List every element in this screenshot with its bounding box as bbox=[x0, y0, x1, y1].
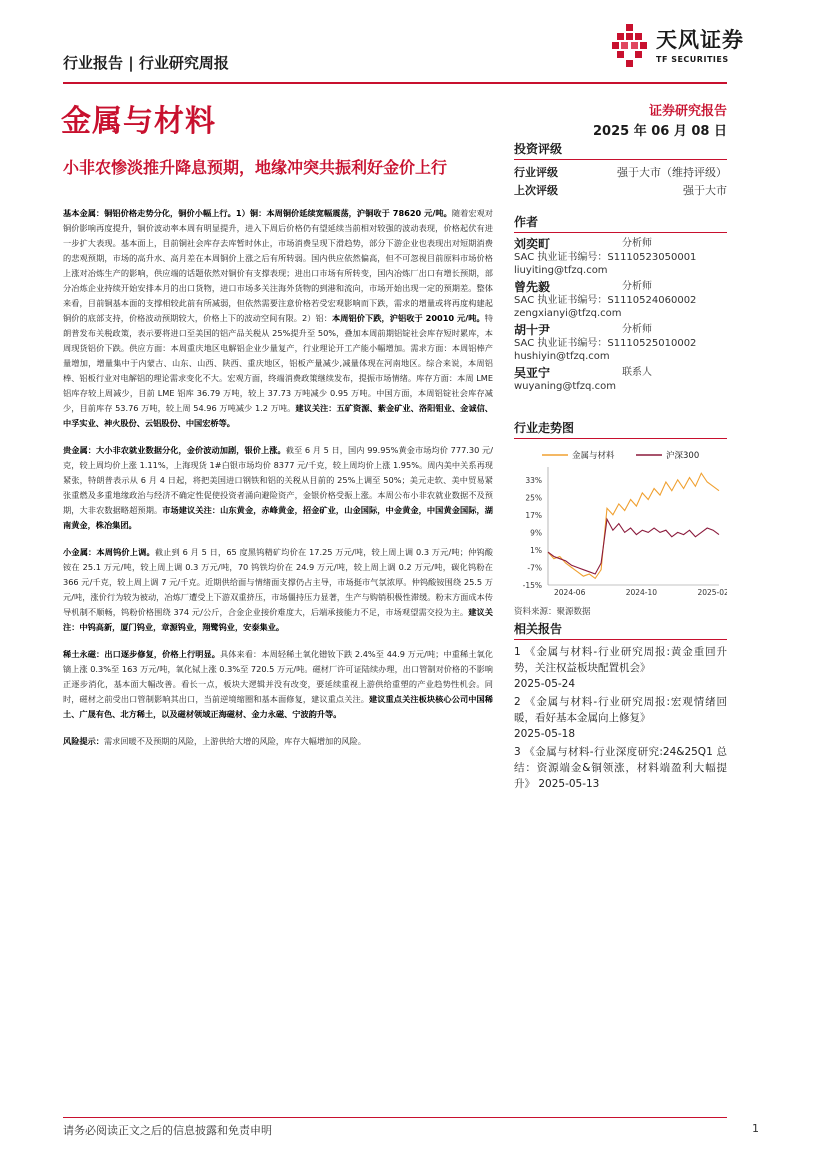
related-report-item[interactable] bbox=[514, 644, 727, 692]
paragraph-base-metals bbox=[63, 206, 493, 431]
authors-heading: 作者 bbox=[514, 213, 727, 233]
y-tick-label: 9% bbox=[530, 528, 542, 538]
footer-divider bbox=[63, 1117, 727, 1118]
paragraph-rare-earth bbox=[63, 647, 493, 722]
author-certificate: SAC 执业证书编号：S1110524060002 bbox=[514, 295, 697, 306]
report-category: 行业报告 | 行业研究周报 bbox=[63, 54, 229, 72]
x-tick-label: 2024-10 bbox=[625, 588, 658, 597]
trend-chart bbox=[514, 443, 727, 603]
company-logo bbox=[608, 22, 758, 72]
rating-heading: 投资评级 bbox=[514, 140, 727, 160]
related-report-title: 3 《金属与材料-行业深度研究:24&25Q1 总结：资源端金&铜领涨，材料端盈利大幅提升》 bbox=[514, 746, 727, 790]
series-line bbox=[548, 519, 719, 574]
paragraph-text: 随着宏观对铜价影响再度提升，铜价波动率本周有明显提升，进入下周后价格仍有望延续当前相对较强的波动表现，价格起伏有进一步扩大表现。基本面上，目前铜社会库存去库暂时休止，市场消费呈现下滑趋势，部分下游企业也表现出对短期消费的悲观预期，市场的高升水、高月差在本周铜价上涨之后有所转弱。国内供应依然偏高，但不可忽视目前原料市场价格上涨对冶炼生产的影响，供应端的话题依然对铜价有支撑表现；进出口市场有所转变，国内冶炼厂出口有增长预期，部分冶炼企业持续开始安排本月的出口货物，进口市场多关注海外货物的到港和流向，市场开始出现一定的预期差。整体来看，目前铜基本面的支撑相较此前有所减弱，但依然需要注意价格若受宏观影响而下跌，需求的增量或将再度构建起铜价的底部支持，价格波动预期较大，价格上下的波动空间有限。2）铝： bbox=[63, 208, 493, 323]
page-number: 1 bbox=[752, 1122, 759, 1135]
paragraph-recommendation: 市场建议关注：山东黄金，赤峰黄金，招金矿业，山金国际，中金黄金，中国黄金国际，湖南黄金，株冶集团。 bbox=[63, 505, 493, 530]
related-section bbox=[514, 620, 727, 794]
author-role: 联系人 bbox=[622, 367, 652, 378]
trend-chart-svg bbox=[514, 443, 727, 603]
y-tick-label: -15% bbox=[522, 581, 542, 590]
trend-heading: 行业走势图 bbox=[514, 419, 727, 439]
legend-label: 沪深300 bbox=[666, 451, 700, 461]
paragraph-text: 具体来看：本周轻稀土氧化镨钕下跌 2.4%至 44.9 万元/吨；中重稀土氧化镝上涨 0.3%至 163 万元/吨，氧化铽上涨 0.3%至 720.5 万元/吨。磁材厂许可证陆续办理，出口管制对价格的不影响正逐步消化，基本面大幅改善。看长一点，板块大逻辑并没有改变，要延续重视上游供给重塑的产业趋势性机会。同时，磁材之前受出口管制影响其出口，当前逆境缩圈和基本面修复，建议重点关注。 bbox=[63, 649, 493, 704]
paragraph-lead: 贵金属：大小非农就业数据分化，金价波动加剧，银价上涨。 bbox=[63, 445, 286, 455]
paragraph-lead: 稀土永磁：出口逐步修复，价格上行明显。 bbox=[63, 649, 220, 659]
y-tick-label: 1% bbox=[530, 545, 542, 555]
x-tick-label: 2024-06 bbox=[554, 588, 586, 597]
author-entry bbox=[514, 366, 727, 393]
related-report-title: 1 《金属与材料-行业研究周报:黄金重回升势，关注权益板块配置机会》 bbox=[514, 646, 727, 674]
y-tick-label: 25% bbox=[525, 493, 542, 503]
y-tick-label: 17% bbox=[525, 510, 542, 520]
logo-english-text: TF SECURITIES bbox=[656, 55, 729, 64]
legend-label: 金属与材料 bbox=[572, 451, 615, 461]
rating-value: 强于大市（维持评级） bbox=[617, 166, 727, 179]
author-name: 刘奕町 bbox=[514, 237, 551, 251]
logo-chinese-text: 天风证券 bbox=[656, 28, 744, 52]
author-name: 吴亚宁 bbox=[514, 366, 551, 380]
report-type: 证券研究报告 bbox=[648, 104, 727, 119]
related-report-date: 2025-05-18 bbox=[514, 728, 576, 740]
industry-rating-row bbox=[514, 164, 727, 182]
paragraph-text: 需求回暖不及预期的风险，上游供给大增的风险，库存大幅增加的风险。 bbox=[103, 736, 366, 746]
paragraph-text: 截止到 6 月 5 日，65 度黑钨精矿均价在 17.25 万元/吨，较上周上调 0.3 万元/吨；仲钨酸铵在 25.1 万元/吨，较上周上调 0.3 万元/吨，70 钨铁均价在 24.9 万元/吨，较上周上调 0.2 万元/吨，碳化钨粉在 366 元/千克，较上周上调 7 元/千克。近期供给面与情绪面支撑仍占主导，市场挺市气氛浓厚。仲钨酸铵围绕 25.5 万元/吨，涨价行为较为被动，冶炼厂遭受上下游双重挤压，市场僵持压力显著，生产与购销积极性滞缓。粉末方面成本传导机制不顺畅，钨粉价格围绕 374 元/公斤，合金企业接价难度大，后端承接能力不足，市场观望需交投为主。 bbox=[63, 547, 493, 617]
paragraph-minor-metals bbox=[63, 545, 493, 635]
rating-label: 行业评级 bbox=[514, 166, 558, 179]
author-entry bbox=[514, 323, 727, 363]
previous-rating-value: 强于大市 bbox=[683, 184, 727, 197]
paragraph-lead: 风险提示： bbox=[63, 736, 104, 746]
paragraph-risk bbox=[63, 734, 493, 749]
chart-source: 资料来源：聚源数据 bbox=[514, 607, 591, 617]
paragraph-lead: 本周铝价下跌，沪铝收于 20010 元/吨。 bbox=[332, 313, 485, 323]
author-email[interactable]: liuyiting@tfzq.com bbox=[514, 265, 608, 276]
author-entry bbox=[514, 237, 727, 277]
paragraph-recommendation: 建议关注：中钨高新，厦门钨业，章源钨业，翔鹭钨业，安泰集业。 bbox=[63, 607, 493, 632]
paragraph-lead: 基本金属：铜铝价格走势分化，铜价小幅上行。1）铜：本周铜价延续宽幅震荡，沪铜收于 78620 元/吨。 bbox=[63, 208, 452, 218]
author-name: 曾先毅 bbox=[514, 280, 551, 294]
author-role: 分析师 bbox=[622, 238, 652, 249]
paragraph-text: 特朗普发布关税政策，表示要将进口至美国的铝产品关税从 25%提升至 50%，叠加本周前期铝锭社会库存短时累库，本周现货铝价下跌。供应方面：本周重庆地区电解铝企业少量复产，行业理论开工产能小幅增加。需求方面：本周铝棒产量增加，增量集中于内蒙古、山东、山西、陕西、重庆地区，铝板产量减少,减量体现在河南地区。综合来说，本周铝棒、铝板行业对电解铝的理论需求变化不大。宏观方面，终端消费政策继续发布，提振市场情绪。库存方面：本周 LME 铝库存较上周减少，目前 LME 铝库 36.79 万吨，较上 37.73 万吨减少 0.95 万吨。中国方面，本周铝锭社会库存减少，目前库存 53.76 万吨，较上周 54.96 万吨减少 1.2 万吨。 bbox=[63, 313, 493, 413]
paragraph-recommendation: 建议重点关注板块核心公司中国稀土、广晟有色、北方稀土，以及磁材领域正海磁材、金力永磁、宁波韵升等。 bbox=[63, 694, 493, 719]
x-tick-label: 2025-02 bbox=[697, 588, 727, 597]
previous-rating-row bbox=[514, 182, 727, 200]
related-report-date: 2025-05-13 bbox=[538, 778, 600, 790]
paragraph-recommendation: 建议关注：五矿资源、紫金矿业、洛阳钼业、金诚信、中孚实业、神火股份、云铝股份、中国宏桥等。 bbox=[63, 403, 493, 428]
industry-title: 金属与材料 bbox=[61, 104, 216, 139]
author-email[interactable]: hushiyin@tfzq.com bbox=[514, 351, 610, 362]
authors-section bbox=[514, 213, 727, 396]
paragraph-lead: 小金属：本周钨价上调。 bbox=[63, 547, 155, 557]
header-divider bbox=[63, 82, 727, 84]
previous-rating-label: 上次评级 bbox=[514, 184, 558, 197]
author-certificate: SAC 执业证书编号：S1110525010002 bbox=[514, 338, 697, 349]
related-report-title: 2 《金属与材料-行业研究周报:宏观情绪回暖，看好基本金属向上修复》 bbox=[514, 696, 727, 724]
related-report-item[interactable] bbox=[514, 744, 727, 792]
trend-section bbox=[514, 419, 727, 617]
author-name: 胡十尹 bbox=[514, 323, 551, 337]
report-date: 2025 年 06 月 08 日 bbox=[593, 124, 727, 139]
author-entry bbox=[514, 280, 727, 320]
author-role: 分析师 bbox=[622, 324, 652, 335]
footer-disclaimer: 请务必阅读正文之后的信息披露和免责申明 bbox=[63, 1124, 272, 1137]
related-report-item[interactable] bbox=[514, 694, 727, 742]
author-email[interactable]: wuyaning@tfzq.com bbox=[514, 381, 616, 392]
rating-section bbox=[514, 140, 727, 200]
related-heading: 相关报告 bbox=[514, 620, 727, 640]
author-email[interactable]: zengxianyi@tfzq.com bbox=[514, 308, 622, 319]
y-tick-label: -7% bbox=[527, 563, 542, 573]
paragraph-precious-metals bbox=[63, 443, 493, 533]
main-body bbox=[63, 206, 493, 761]
related-report-date: 2025-05-24 bbox=[514, 678, 576, 690]
y-tick-label: 33% bbox=[525, 475, 542, 485]
author-certificate: SAC 执业证书编号：S1110523050001 bbox=[514, 252, 697, 263]
logo-mark-icon bbox=[608, 22, 652, 70]
paragraph-text: 截至 6 月 5 日，国内 99.95%黄金市场均价 777.30 元/克，较上周均价上涨 1.11%，上海现货 1#白银市场均价 8377 元/千克，较上周均价上涨 1.95%。周内美中关系再现紧张，特朗普表示从 6 月 4 日起，将把美国进口钢铁和铝的关税从目前的 25%上调至 50%；美元走软、美中贸易紧张重燃及多重地缘政治与经济不确定性促使投资者涌向避险资产，金银价格受振上涨。本周公布小非农就业数据不及预期，大非农数据略超预期。 bbox=[63, 445, 493, 515]
author-role: 分析师 bbox=[622, 281, 652, 292]
report-headline: 小非农惨淡推升降息预期，地缘冲突共振利好金价上行 bbox=[63, 158, 448, 177]
series-line bbox=[548, 473, 719, 578]
